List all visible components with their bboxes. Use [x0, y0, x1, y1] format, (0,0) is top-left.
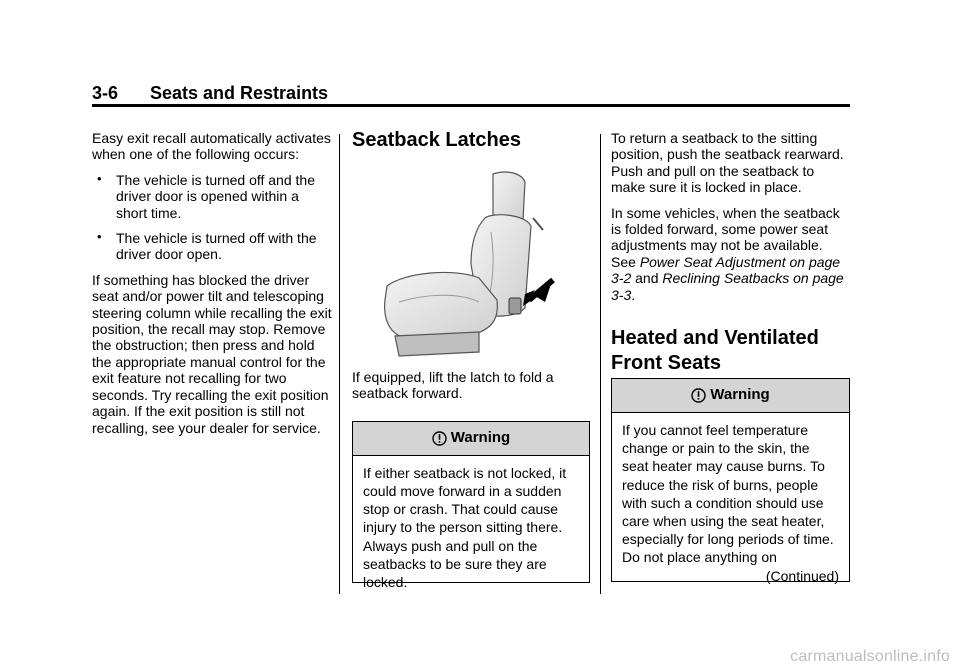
column-2-lower	[352, 369, 590, 591]
warning-icon	[432, 431, 447, 446]
continued-label: (Continued)	[765, 567, 839, 584]
figure-caption: If equipped, lift the latch to fold a seatback forward.	[352, 369, 554, 402]
column-3	[611, 130, 851, 312]
intro-text: Easy exit recall automatically activates when one of the following occurs:	[92, 130, 331, 163]
seat-illustration-icon	[375, 168, 555, 360]
warning-icon	[691, 388, 706, 403]
column-divider	[600, 134, 601, 594]
watermark: carmanualsonline.info	[790, 648, 950, 665]
page-header	[92, 82, 850, 104]
list-item-text: The vehicle is turned off and the driver door is opened within a short time.	[116, 171, 315, 221]
list-item	[92, 172, 332, 221]
warning-body	[612, 413, 849, 591]
page-number: 3-6	[92, 83, 119, 103]
warning-box	[611, 378, 850, 582]
warning-header	[353, 422, 589, 456]
column-1	[92, 130, 332, 445]
header-rule	[92, 104, 850, 107]
list-item	[92, 230, 332, 263]
body-paragraph: If something has blocked the driver seat and/or power tilt and telescoping steering column while recalling the exit position, the recall may stop. Remove the obstruction; then press and hold the appropriate manual control for the exit feature not recalling for two seconds. Try recalling the exit position again. If the exit position is still not recalling, see your dealer for service.	[92, 271, 332, 436]
cross-reference-link[interactable]: Power Seat Adjustment on page 3-2	[611, 253, 841, 287]
bullet-icon: •	[97, 229, 102, 245]
column-2	[352, 128, 590, 153]
body-paragraph: In some vehicles, when the seatback is folded forward, some power seat adjustments may not be available. See Power Seat Adjustment on page 3-2 and Reclining Seatbacks on page 3-3.	[611, 204, 844, 303]
warning-body-text: If you cannot feel temperature change or pain to the skin, the seat heater may cause burns. To reduce the risk of burns, people with such a condition should use care when using the seat heater, especially for long periods of time. Do not place anything on	[622, 422, 834, 566]
warning-title: Warning	[450, 429, 511, 447]
section-heading: Heated and Ventilated Front Seats	[611, 327, 819, 374]
column-3-heading	[611, 326, 851, 376]
cross-reference-link[interactable]: Reclining Seatbacks on page 3-3	[611, 270, 844, 303]
warning-body: If either seatback is not locked, it could move forward in a sudden stop or crash. That could cause injury to the person sitting there. Always push and pull on the seatbacks to be sure they are locked.	[363, 464, 567, 591]
warning-title: Warning	[710, 386, 770, 404]
section-heading: Seatback Latches	[352, 129, 521, 151]
warning-header	[612, 379, 849, 413]
body-paragraph: To return a seatback to the sitting position, push the seatback rearward. Push and pull on the seatback to make sure it is locked in place.	[611, 130, 844, 196]
list-item-text: The vehicle is turned off with the driver door open.	[116, 230, 317, 263]
column-divider	[339, 134, 340, 594]
bullet-icon: •	[97, 170, 102, 186]
column-3-warning	[611, 378, 850, 582]
section-title: Seats and Restraints	[150, 83, 329, 103]
warning-box	[352, 421, 590, 591]
